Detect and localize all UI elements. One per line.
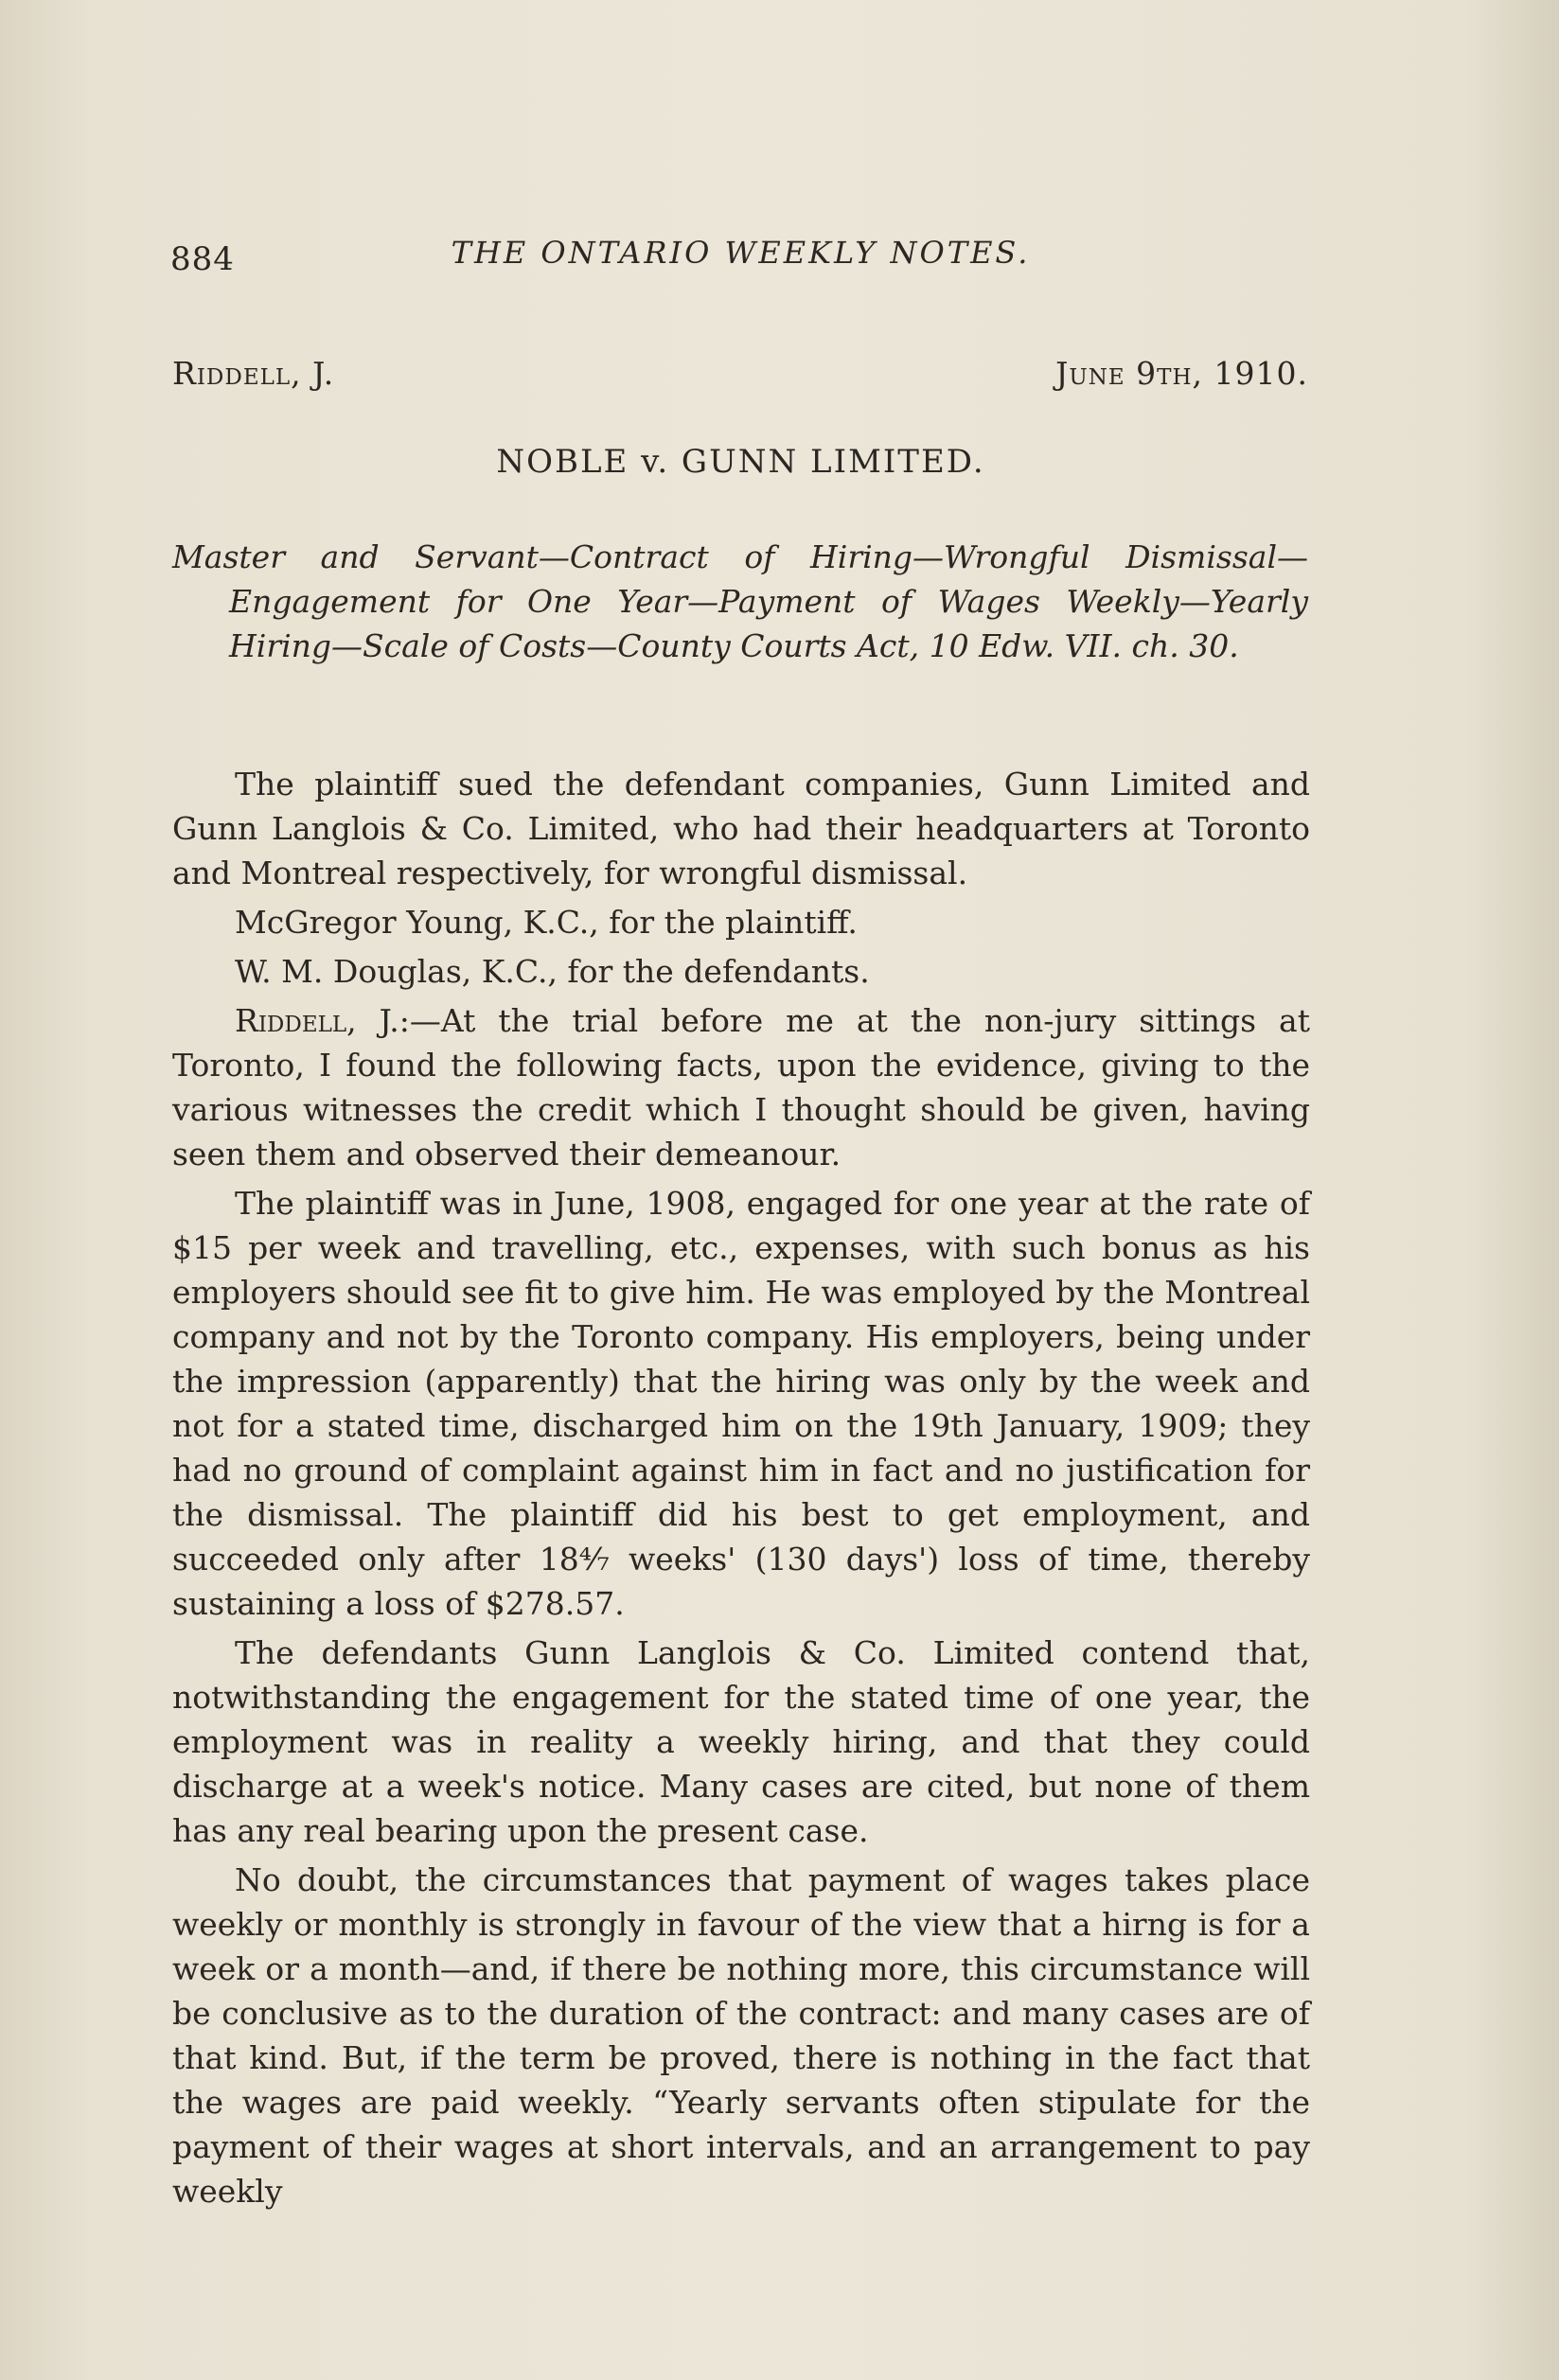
running-head: THE ONTARIO WEEKLY NOTES.	[451, 235, 1031, 271]
case-title: NOBLE v. GUNN LIMITED.	[496, 443, 985, 481]
page-number: 884	[170, 240, 235, 278]
judgment-opening-text: :—At the trial before me at the non-jury sittings at Toronto, I found the following facts, upon the evidence, giving to the various witnesses the credit which I thought should be given, having seen them and observed their demeanour.	[172, 1002, 1310, 1172]
paragraph-analysis: No doubt, the circumstances that payment of wages takes place weekly or monthly is strongly in favour of the view that a hirng is for a week or a month—and, if there be nothing more, this circumstance will be conclusive as to the duration of the contract: and many cases are of that kind. But, if the term be proved, there is nothing in the fact that the wages are paid weekly. “Yearly servants often stipulate for the payment of their wages at short intervals, and an arrangement to pay weekly	[172, 1861, 1310, 2210]
paragraph-facts: The plaintiff was in June, 1908, engaged for one year at the rate of $15 per week and travelling, etc., expenses, with such bonus as his employers should see fit to give him. He was employed by the Montreal company and not by the Toronto company. His employers, being under the impression (apparently) that the hiring was only by the week and not for a stated time, discharged him on the 19th January, 1909; they had no ground of complaint against him in fact and no justification for the dismissal. The plaintiff did his best to get employment, and succeeded only after 18⁴⁄₇ weeks' (130 days') loss of time, thereby sustaining a loss of $278.57.	[172, 1185, 1310, 1622]
paragraph-judgment-opening	[172, 998, 1310, 1176]
body-text	[172, 762, 1310, 2218]
judgment-date: June 9th, 1910.	[1055, 355, 1308, 392]
judge-date-line	[172, 355, 1308, 402]
headnote	[172, 535, 1308, 668]
paragraph-defence: The defendants Gunn Langlois & Co. Limited contend that, notwithstanding the engagement for the stated time of one year, the employment was in reality a weekly hiring, and that they could discharge at a week's notice. Many cases are cited, but none of them has any real bearing upon the present case.	[172, 1634, 1310, 1849]
judge-name: Riddell, J.	[172, 355, 335, 392]
paragraph-parties: The plaintiff sued the defendant companies, Gunn Limited and Gunn Langlois & Co. Limited, who had their headquarters at Toronto and Montreal respectively, for wrongful dismissal.	[172, 766, 1310, 891]
page-header	[170, 235, 1311, 291]
paragraph-counsel-plaintiff: McGregor Young, K.C., for the plaintiff.	[235, 904, 858, 941]
headnote-text: Master and Servant—Contract of Hiring—Wrongful Dismissal—Engagement for One Year—Payment of Wages Weekly—Yearly Hiring—Scale of Costs—County Courts Act, 10 Edw. VII. ch. 30.	[172, 538, 1308, 664]
judge-lead: Riddell, J.	[235, 1002, 399, 1039]
paragraph-counsel-defendants: W. M. Douglas, K.C., for the defendants.	[235, 953, 870, 990]
